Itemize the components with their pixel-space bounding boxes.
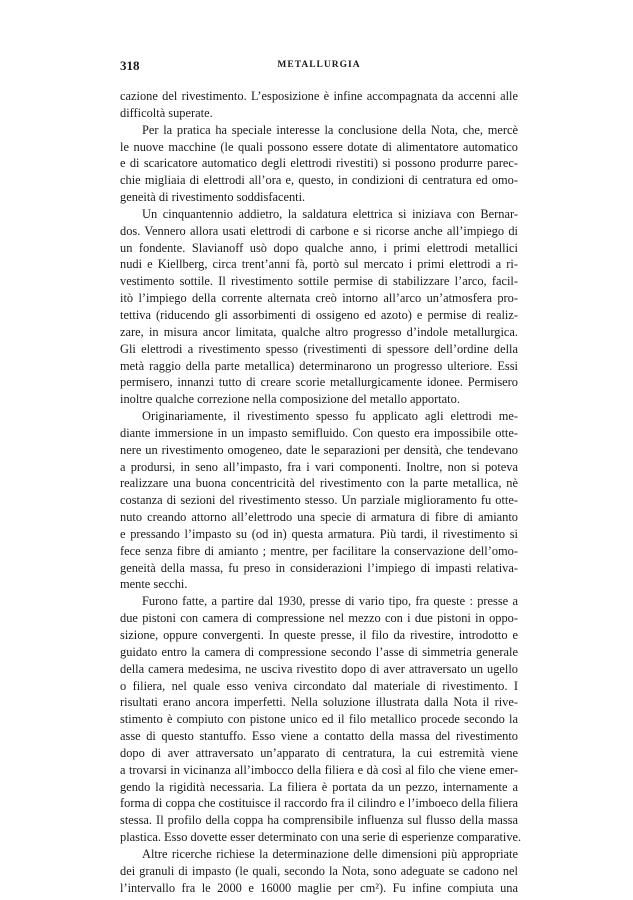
text-line: geneità della massa, fu preso in considerazioni l’impiego di impasti relativa- (120, 560, 518, 575)
text-line: tettiva (riducendo gli assorbimenti di ossigeno ed azoto) e permise di realiz- (120, 307, 518, 322)
text-line: dos. Vennero allora usati elettrodi di carbone e si ricorse anche all’impiego di (120, 223, 518, 238)
text-line: itò l’impiego della corrente alternata creò intorno all’arco un’atmosfera pro- (120, 291, 518, 306)
page-number: 318 (120, 58, 140, 73)
text-line: geneità di rivestimento soddisfacenti. (120, 190, 306, 205)
text-line: Furono fatte, a partire dal 1930, presse di vario tipo, fra queste : presse a (142, 594, 518, 609)
text-line: un fondente. Slavianoff usò dopo qualche anno, i primi elettrodi metallici (120, 240, 518, 255)
text-line: plastica. Esso dovette esser determinato con una serie di esperienze comparative. (120, 830, 522, 845)
text-line: mente secchi. (120, 577, 188, 592)
text-line: diante immersione in un impasto semifluido. Con questo era impossibile otte- (120, 425, 518, 440)
text-line: l’intervallo fra le 2000 e 16000 maglie per cm²). Fu infine compiuta una (120, 880, 518, 895)
text-line: Originariamente, il rivestimento spesso fu applicato agli elettrodi me- (142, 409, 518, 424)
text-line: a trovarsi in vicinanza all’imbocco della filiera e dà così al filo che viene emer- (120, 762, 518, 777)
text-line: dopo di aver attraversato un’apparato di centratura, la cui estremità viene (120, 745, 518, 760)
text-line: Un cinquantennio addietro, la saldatura elettrica si iniziava con Bernar- (142, 206, 518, 221)
text-line: realizzare una buona concentricità del rivestimento con la parte metallica, nè (120, 476, 518, 491)
text-line: permisero, innanzi tutto di creare scorie metallurgicamente idonee. Permisero (120, 375, 518, 390)
text-line: vestimento sottile. Il rivestimento sottile permise di stabilizzare l’arco, facil- (120, 274, 518, 289)
text-line: le nuove macchine (le quali possono essere dotate di alimentatore automatico (120, 139, 518, 154)
body-text (120, 88, 522, 897)
text-line: a prodursi, in seno all’impasto, fra i vari componenti. Inoltre, non si poteva (120, 459, 518, 474)
text-line: dei granuli di impasto (le quali, secondo la Nota, sono adeguate se cadono nel (120, 863, 518, 878)
text-line: zare, in misura ancor limitata, qualche altro progresso d’indole metallurgica. (120, 324, 518, 339)
text-line: stimento è compiuto con pistone unico ed il filo metallico procede secondo la (120, 712, 518, 727)
text-line: gendo la rigidità necessaria. La filiera è portata da un pezzo, internamente a (120, 779, 518, 794)
text-line: forma di coppa che costituisce il raccordo fra il cilindro e l’imboeco della filiera (120, 796, 518, 811)
text-line: fece senza fibre di amianto ; mentre, per facilitare la conservazione dell’omo- (120, 543, 518, 558)
text-line: chie migliaia di elettrodi all’ora e, questo, in condizioni di centratura ed omo- (120, 173, 518, 188)
text-line: costanza di sezioni del rivestimento stesso. Un parziale miglioramento fu otte- (120, 493, 518, 508)
text-line: guidato entro la camera di compressione secondo l’asse di simmetria generale (120, 644, 518, 659)
text-line: stessa. Il profilo della coppa ha comprensibile influenza sul flusso della massa (120, 813, 518, 828)
text-line: nere un rivestimento omogeneo, date le separazioni per densità, che tendevano (120, 442, 518, 457)
text-line: Gli elettrodi a rivestimento spesso (rivestimenti di spessore dell’ordine della (120, 341, 518, 356)
text-line: nudi e Kiellberg, circa trent’anni fà, portò sul mercato i primi elettrodi a ri- (120, 257, 518, 272)
text-line: nuto creando attorno all’elettrodo una specie di armatura di fibre di amianto (120, 510, 518, 525)
text-line: sizione, oppure convergenti. In queste presse, il filo da rivestire, introdotto e (120, 628, 518, 642)
text-line: risultati erano ancora imperfetti. Nella soluzione illustrata dalla Nota il rive- (120, 695, 518, 710)
text-line: e di scaricatore automatico degli elettrodi rivestiti) si possono produrre parec- (120, 156, 518, 171)
text-line: Altre ricerche richiese la determinazione delle dimensioni più appropriate (142, 846, 518, 861)
text-line: della camera medesima, ne usciva rivestito dopo di aver attraversato un ugello (120, 661, 518, 676)
text-line: cazione del rivestimento. L’esposizione è infine accompagnata da accenni alle (120, 89, 518, 103)
text-line: due pistoni con camera di compressione nel mezzo con i due pistoni in oppo- (120, 611, 518, 626)
section-title: METALLURGIA (277, 60, 361, 70)
text-line: inoltre qualche correzione nella composizione del metallo apportato. (120, 392, 460, 407)
text-line: metà raggio della parte metallica) determinarono un progresso ulteriore. Essi (120, 358, 518, 373)
running-header (120, 58, 518, 76)
text-line: o filiera, nel quale esso veniva circondato dal materiale di rivestimento. I (120, 678, 518, 693)
text-line: Per la pratica ha speciale interesse la conclusione della Nota, che, mercè (142, 122, 518, 137)
text-line: asse di questo stantuffo. Esso viene a contatto della massa del rivestimento (120, 729, 518, 744)
text-line: e pressando l’impasto su (od in) questa armatura. Più tardi, il rivestimento si (120, 526, 518, 541)
text-line: difficoltà superate. (120, 105, 213, 120)
